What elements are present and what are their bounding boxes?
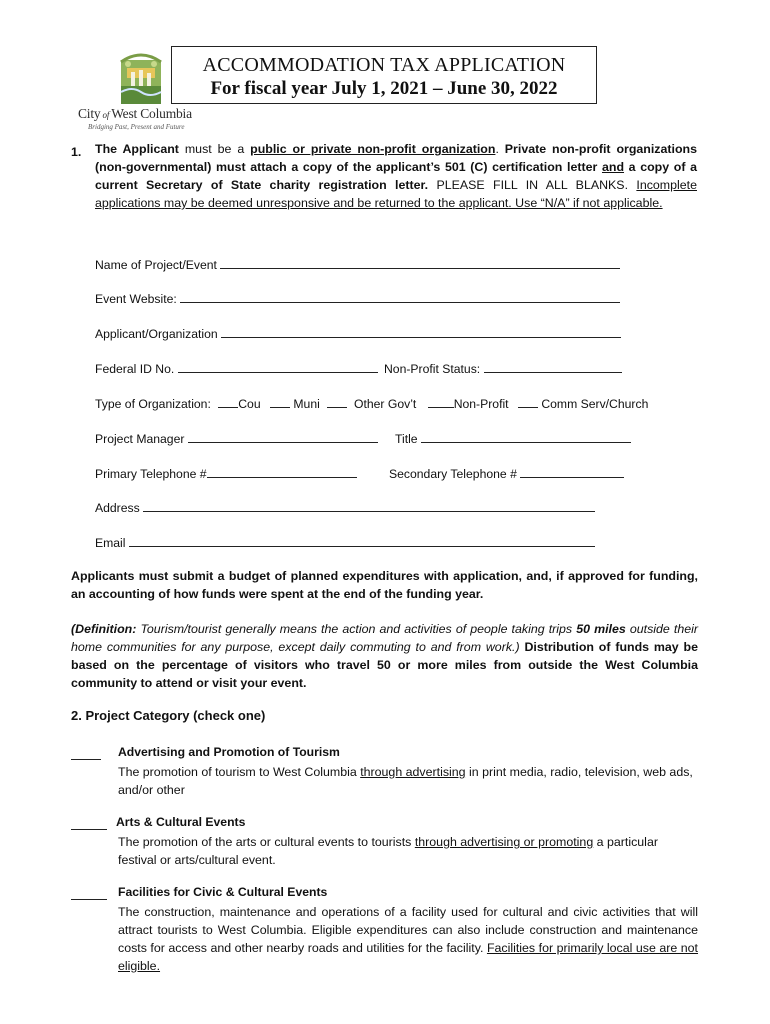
category-facilities-desc: The construction, maintenance and operations of a facility used for cultural and civic activities that will attract tourists to West Columbia. Eligible expenditures can also include construction and maintenance costs for access and other nearby roads and utilities for the facility. Facilities for primarily local use are not eligible. [118,905,699,973]
org-type-cou-checkbox[interactable] [218,395,238,408]
logo-tagline: Bridging Past, Present and Future [88,123,185,131]
address-field [95,499,595,515]
org-type-label: Type of Organization: [95,397,211,411]
primary-phone-input[interactable] [207,465,357,478]
category-facilities-title: Facilities for Civic & Cultural Events [118,885,328,899]
category-facilities-checkbox[interactable] [71,887,107,905]
applicant-org-input[interactable] [221,325,621,338]
logo-city-name: City of West Columbia [78,106,192,121]
title-label: Title [395,432,418,446]
primary-phone-label: Primary Telephone # [95,467,207,481]
tourism-definition: (Definition: Tourism/tourist generally means the action and activities of people taking trips 50 miles outside their home communities for any purpose, except daily commuting to and from work.) Distribution of funds may be based on the percentage of visitors who travel 50 or more miles from outside the West Columbia community to attend or visit your event. [71,622,699,690]
project-name-input[interactable] [220,256,620,269]
section-1-instructions: The Applicant must be a public or private non-profit organization. Private non-profit organizations (non-governmental) must attach a copy of the applicant’s 501 (C) certification letter and a copy of a current Secretary of State charity registration letter. PLEASE FILL IN ALL BLANKS. Incomplete applications may be deemed unresponsive and be returned to the applicant. Use “N/A” if not applicable. [95,142,698,210]
org-type-other-gov-label: Other Gov’t [353,397,417,411]
project-manager-field [95,430,378,446]
secondary-phone-input[interactable] [520,465,624,478]
secondary-phone-label: Secondary Telephone # [389,467,517,481]
fiscal-year-subtitle: For fiscal year July 1, 2021 – June 30, 2022 [210,78,558,99]
title-box [171,46,597,104]
primary-phone-field [95,465,357,481]
project-name-field [95,256,620,272]
budget-note: Applicants must submit a budget of planned expenditures with application, and, if approved for funding, an accounting of how funds were spent at the end of the funding year. [71,569,698,601]
project-manager-input[interactable] [188,430,378,443]
category-advertising-checkbox[interactable] [71,747,101,765]
applicant-org-field [95,325,621,341]
org-type-other-gov-checkbox[interactable] [327,395,347,408]
event-website-label: Event Website: [95,292,177,306]
federal-id-input[interactable] [178,360,378,373]
nonprofit-status-field [384,360,622,376]
secondary-phone-field [389,465,624,481]
category-arts-desc: The promotion of the arts or cultural events to tourists through advertising or promoting a particular festival or arts/cultural event. [118,835,658,867]
title-field [395,430,631,446]
city-seal-icon [118,46,164,106]
category-arts-title: Arts & Cultural Events [116,815,246,829]
project-manager-label: Project Manager [95,432,185,446]
nonprofit-status-input[interactable] [484,360,622,373]
section-1-number: 1. [71,145,82,159]
federal-id-field [95,360,378,376]
title-input[interactable] [421,430,631,443]
org-type-field [95,395,648,411]
email-field [95,534,595,550]
event-website-input[interactable] [180,290,620,303]
address-label: Address [95,501,140,515]
project-name-label: Name of Project/Event [95,258,217,272]
email-label: Email [95,536,126,550]
applicant-org-label: Applicant/Organization [95,327,218,341]
org-type-cou-label: Cou [238,397,261,411]
org-type-muni-checkbox[interactable] [270,395,290,408]
category-arts-checkbox[interactable] [71,817,107,835]
event-website-field [95,290,620,306]
federal-id-label: Federal ID No. [95,362,175,376]
section-2-heading: 2. Project Category (check one) [71,708,266,723]
nonprofit-status-label: Non-Profit Status: [384,362,481,376]
category-advertising-title: Advertising and Promotion of Tourism [118,745,340,759]
page-title: ACCOMMODATION TAX APPLICATION [202,54,566,76]
org-type-comm-serv-checkbox[interactable] [518,395,538,408]
category-advertising-desc: The promotion of tourism to West Columbia through advertising in print media, radio, television, web ads, and/or other [118,765,693,797]
email-input[interactable] [129,534,595,547]
org-type-comm-serv-label: Comm Serv/Church [541,397,649,411]
address-input[interactable] [143,499,595,512]
org-type-nonprofit-checkbox[interactable] [428,395,454,408]
org-type-nonprofit-label: Non-Profit [453,397,509,411]
org-type-muni-label: Muni [293,397,320,411]
